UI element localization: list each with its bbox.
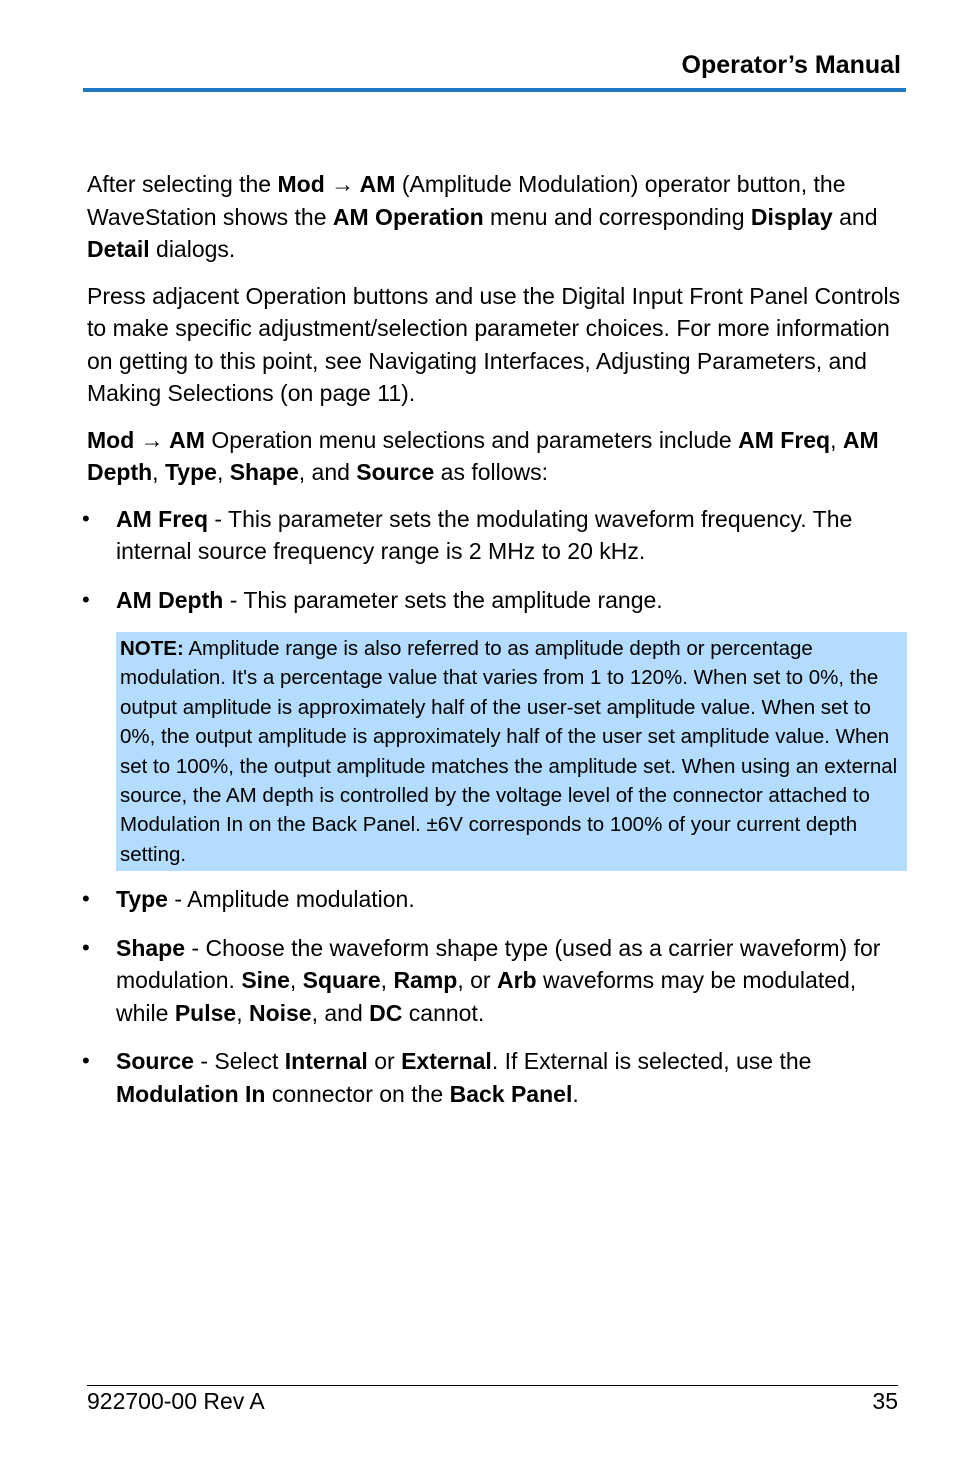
bold-term: AM Depth	[87, 426, 879, 485]
bold-term: Pulse	[174, 999, 237, 1026]
text-run: , and	[298, 459, 357, 485]
bullet-icon: •	[82, 886, 90, 912]
bold-term: AM Freq	[738, 426, 831, 453]
text-run: - Amplitude modulation.	[167, 886, 415, 913]
text-run: dialogs.	[149, 236, 236, 262]
text-run: ,	[289, 967, 303, 994]
text-run: ,	[152, 459, 165, 485]
bold-term: Source	[116, 1048, 194, 1075]
bold-term: Back Panel	[449, 1080, 573, 1107]
header-rule	[83, 88, 906, 92]
bold-term: Shape	[229, 459, 299, 485]
bold-term: Shape	[116, 934, 186, 961]
text-run: Operation menu selections and parameters include	[204, 426, 739, 453]
bold-term: Internal	[284, 1048, 368, 1075]
text-run: - Select	[193, 1048, 285, 1075]
parameter-list	[82, 503, 907, 1111]
bold-term: AM Depth	[116, 586, 224, 613]
bullet-item	[82, 503, 907, 568]
text-run: , or	[457, 967, 497, 994]
text-run: Amplitude range is also referred to as amplitude depth or percentage modulation. It's a percentage value that varies from 1 to 120%. When set to 0%, the output amplitude is approximately half of the user-set amplitude value. When set to 0%, the output amplitude is approximately half of the user set amplitude value. When set to 100%, the output amplitude matches the amplitude set. When using an external source, the AM depth is controlled by the voltage level of the connector attached to Modulation In on the Back Panel. ±6V corresponds to 100% of your current depth setting.	[120, 637, 898, 866]
bullet-item	[82, 932, 907, 1030]
bold-term: NOTE:	[120, 637, 184, 660]
bold-term: AM Operation	[332, 203, 484, 230]
bullet-item	[82, 584, 907, 617]
text-run: waveforms may be modulated, while	[116, 967, 857, 1026]
bold-term: Arb	[496, 967, 537, 994]
bullet-icon: •	[82, 586, 90, 612]
text-run: ,	[216, 459, 230, 485]
bold-term: Noise	[248, 999, 312, 1026]
text-run: After selecting the	[87, 171, 278, 197]
bold-term: Type	[116, 886, 168, 913]
text-run: .	[572, 1080, 579, 1107]
body-paragraph	[87, 424, 907, 489]
bold-term: Mod → AM	[87, 426, 205, 453]
bold-term: Type	[164, 459, 217, 485]
text-run: , and	[311, 999, 370, 1026]
bullet-icon: •	[82, 505, 90, 531]
text-run: menu and corresponding	[483, 203, 751, 230]
text-run: - Choose the waveform shape type (used as a carrier waveform) for modulation.	[116, 934, 881, 994]
bold-term: Square	[302, 967, 381, 994]
text-run: ,	[236, 999, 249, 1026]
bold-term: Sine	[241, 967, 290, 994]
text-run: and	[832, 203, 878, 230]
bold-term: External	[401, 1048, 492, 1075]
text-run: cannot.	[402, 999, 485, 1026]
bullet-icon: •	[82, 1048, 90, 1074]
body-paragraph	[87, 280, 907, 410]
bold-term: Ramp	[393, 967, 458, 994]
bold-term: Source	[356, 459, 435, 485]
bullet-item	[82, 883, 907, 916]
body-paragraph	[87, 168, 907, 266]
bold-term: Detail	[87, 236, 150, 262]
bold-term: Modulation In	[116, 1080, 266, 1107]
footer-doc-id: 922700-00 Rev A	[87, 1388, 265, 1414]
bold-term: DC	[369, 999, 403, 1026]
footer-page-number: 35	[872, 1388, 898, 1414]
text-run: Press adjacent Operation buttons and use the Digital Input Front Panel Controls to make specific adjustment/selection parameter choices. For more information on getting to this point, see Navigating Interfaces, Adjusting Parameters, and Making Selections (on page 11).	[87, 282, 901, 406]
text-run: - This parameter sets the amplitude range.	[223, 586, 663, 613]
text-run: . If External is selected, use the	[491, 1048, 812, 1075]
bold-term: Mod → AM	[277, 171, 396, 197]
page-content	[82, 168, 907, 1126]
note-box	[116, 632, 907, 871]
header-title: Operator’s Manual	[681, 51, 901, 79]
text-run: ,	[830, 426, 843, 453]
bold-term: Display	[750, 203, 833, 230]
bullet-icon: •	[82, 934, 90, 960]
bullet-item	[82, 1045, 907, 1110]
footer-rule	[87, 1385, 898, 1386]
intro-paragraphs	[87, 168, 907, 489]
text-run: connector on the	[265, 1080, 450, 1107]
text-run: or	[367, 1048, 402, 1075]
text-run: as follows:	[434, 459, 549, 485]
text-run: (Amplitude Modulation) operator button, the WaveStation shows the	[87, 171, 846, 230]
bold-term: AM Freq	[116, 505, 208, 532]
text-run: ,	[380, 967, 394, 994]
text-run: - This parameter sets the modulating waveform frequency. The internal source frequency range is 2 MHz to 20 kHz.	[116, 505, 853, 564]
